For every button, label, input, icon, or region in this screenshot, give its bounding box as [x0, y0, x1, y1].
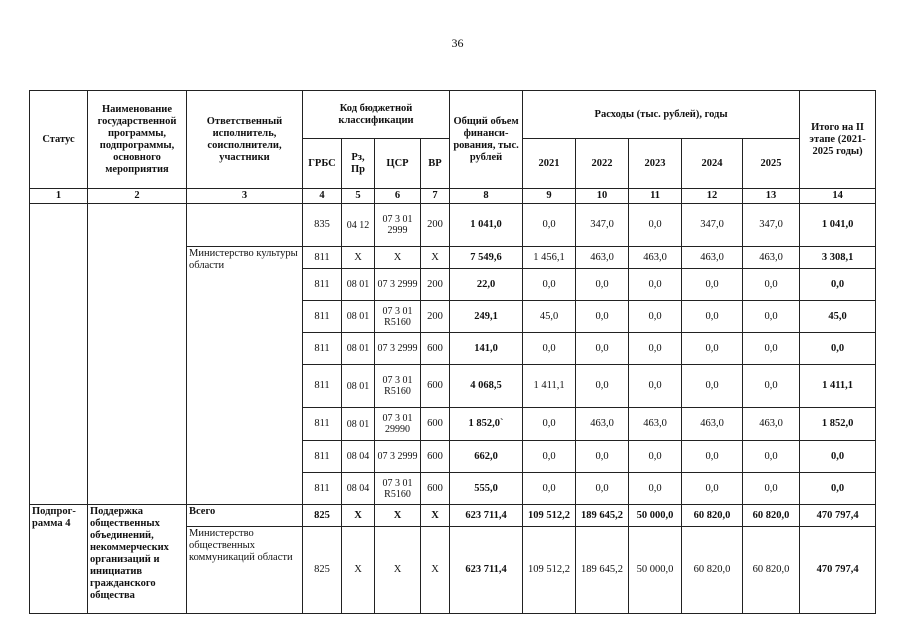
- year-cell: 347,0: [743, 204, 800, 247]
- year-cell: 463,0: [629, 247, 682, 269]
- sum-cell: 0,0: [800, 441, 876, 473]
- col-num: 14: [800, 189, 876, 204]
- rz-cell: 08 04: [342, 441, 375, 473]
- year-cell: 60 820,0: [743, 505, 800, 527]
- budget-table: [29, 90, 876, 614]
- rz-cell: 08 01: [342, 365, 375, 408]
- header-csr: ЦСР: [375, 139, 421, 189]
- csr-cell: 07 3 01 29990: [375, 408, 421, 441]
- col-num: 12: [682, 189, 743, 204]
- year-cell: 347,0: [576, 204, 629, 247]
- grbs-cell: 811: [303, 247, 342, 269]
- header-year-2024: 2024: [682, 139, 743, 189]
- year-cell: 109 512,2: [523, 527, 576, 614]
- grbs-cell: 811: [303, 473, 342, 505]
- year-cell: 0,0: [743, 333, 800, 365]
- sum-cell: 0,0: [800, 269, 876, 301]
- vr-cell: 600: [421, 441, 450, 473]
- year-cell: 0,0: [629, 301, 682, 333]
- grbs-cell: 825: [303, 527, 342, 614]
- total-cell: 22,0: [450, 269, 523, 301]
- year-cell: 0,0: [576, 301, 629, 333]
- year-cell: 0,0: [523, 473, 576, 505]
- subprogram-name: Поддержка общественных объединений, некоммерческих организаций и инициатив гражданского общества: [88, 505, 187, 614]
- year-cell: 0,0: [682, 301, 743, 333]
- sum-cell: 45,0: [800, 301, 876, 333]
- csr-cell: 07 3 01 R5160: [375, 365, 421, 408]
- year-cell: 0,0: [629, 204, 682, 247]
- name-cell-empty: [88, 204, 187, 505]
- col-num: 10: [576, 189, 629, 204]
- header-grbs: ГРБС: [303, 139, 342, 189]
- sum-cell: 1 041,0: [800, 204, 876, 247]
- year-cell: 0,0: [743, 473, 800, 505]
- year-cell: 0,0: [629, 441, 682, 473]
- grbs-cell: 811: [303, 333, 342, 365]
- year-cell: 0,0: [682, 269, 743, 301]
- rz-cell: 04 12: [342, 204, 375, 247]
- subprogram-total-row: [30, 505, 876, 527]
- ministry-culture-cell: Министерство культуры области: [187, 247, 303, 505]
- col-num: 13: [743, 189, 800, 204]
- year-cell: 1 411,1: [523, 365, 576, 408]
- rz-cell: 08 01: [342, 269, 375, 301]
- header-year-2021: 2021: [523, 139, 576, 189]
- header-vr: ВР: [421, 139, 450, 189]
- year-cell: 0,0: [743, 365, 800, 408]
- col-num: 6: [375, 189, 421, 204]
- header-year-2023: 2023: [629, 139, 682, 189]
- total-cell: 1 041,0: [450, 204, 523, 247]
- year-cell: 463,0: [682, 247, 743, 269]
- vr-cell: Х: [421, 505, 450, 527]
- year-cell: 0,0: [629, 365, 682, 408]
- header-total: Общий объем финанси- рования, тыс. рублей: [450, 91, 523, 189]
- year-cell: 0,0: [629, 473, 682, 505]
- year-cell: 463,0: [576, 247, 629, 269]
- sum-cell: 1 852,0: [800, 408, 876, 441]
- total-cell: 141,0: [450, 333, 523, 365]
- total-label: Всего: [187, 505, 303, 527]
- year-cell: 0,0: [743, 441, 800, 473]
- csr-cell: 07 3 01 R5160: [375, 473, 421, 505]
- year-cell: 50 000,0: [629, 527, 682, 614]
- vr-cell: 600: [421, 408, 450, 441]
- header-status: Статус: [30, 91, 88, 189]
- year-cell: 1 456,1: [523, 247, 576, 269]
- vr-cell: 200: [421, 301, 450, 333]
- vr-cell: 200: [421, 269, 450, 301]
- header-name: Наименование государственной программы, подпрограммы, основного мероприятия: [88, 91, 187, 189]
- responsible-cell-empty: [187, 204, 303, 247]
- csr-cell: 07 3 2999: [375, 333, 421, 365]
- year-cell: 60 820,0: [743, 527, 800, 614]
- col-num: 4: [303, 189, 342, 204]
- year-cell: 0,0: [629, 333, 682, 365]
- total-cell: 623 711,4: [450, 505, 523, 527]
- grbs-cell: 825: [303, 505, 342, 527]
- year-cell: 0,0: [629, 269, 682, 301]
- total-cell: 4 068,5: [450, 365, 523, 408]
- rz-cell: 08 01: [342, 301, 375, 333]
- col-num: 9: [523, 189, 576, 204]
- year-cell: 0,0: [523, 269, 576, 301]
- year-cell: 0,0: [576, 365, 629, 408]
- year-cell: 0,0: [523, 333, 576, 365]
- vr-cell: 200: [421, 204, 450, 247]
- year-cell: 347,0: [682, 204, 743, 247]
- csr-cell: Х: [375, 527, 421, 614]
- year-cell: 0,0: [523, 408, 576, 441]
- year-cell: 463,0: [629, 408, 682, 441]
- vr-cell: 600: [421, 365, 450, 408]
- header-year-2025: 2025: [743, 139, 800, 189]
- total-cell: 1 852,0`: [450, 408, 523, 441]
- vr-cell: 600: [421, 333, 450, 365]
- year-cell: 463,0: [576, 408, 629, 441]
- grbs-cell: 811: [303, 408, 342, 441]
- year-cell: 60 820,0: [682, 505, 743, 527]
- page-number: 36: [451, 36, 464, 50]
- year-cell: 0,0: [682, 365, 743, 408]
- year-cell: 50 000,0: [629, 505, 682, 527]
- header-budget-code: Код бюджетной классификации: [303, 91, 450, 139]
- header-responsible: Ответственный исполнитель, соисполнители, участники: [187, 91, 303, 189]
- year-cell: 463,0: [682, 408, 743, 441]
- ministry-communications-cell: Министерство общественных коммуникаций области: [187, 527, 303, 614]
- year-cell: 60 820,0: [682, 527, 743, 614]
- year-cell: 109 512,2: [523, 505, 576, 527]
- column-number-row: [30, 189, 876, 204]
- year-cell: 0,0: [682, 441, 743, 473]
- grbs-cell: 835: [303, 204, 342, 247]
- year-cell: 0,0: [523, 441, 576, 473]
- rz-cell: Х: [342, 527, 375, 614]
- csr-cell: 07 3 01 2999: [375, 204, 421, 247]
- rz-cell: 08 04: [342, 473, 375, 505]
- rz-cell: Х: [342, 505, 375, 527]
- total-cell: 623 711,4: [450, 527, 523, 614]
- header-rz-pr: Рз, Пр: [342, 139, 375, 189]
- year-cell: 0,0: [576, 269, 629, 301]
- csr-cell: Х: [375, 505, 421, 527]
- csr-cell: 07 3 2999: [375, 441, 421, 473]
- header-stage-total: Итого на II этапе (2021-2025 годы): [800, 91, 876, 189]
- total-cell: 555,0: [450, 473, 523, 505]
- year-cell: 189 645,2: [576, 527, 629, 614]
- sum-cell: 3 308,1: [800, 247, 876, 269]
- sum-cell: 470 797,4: [800, 505, 876, 527]
- sum-cell: 0,0: [800, 473, 876, 505]
- col-num: 8: [450, 189, 523, 204]
- rz-cell: 08 01: [342, 408, 375, 441]
- year-cell: 0,0: [743, 301, 800, 333]
- total-cell: 7 549,6: [450, 247, 523, 269]
- year-cell: 0,0: [576, 441, 629, 473]
- grbs-cell: 811: [303, 365, 342, 408]
- grbs-cell: 811: [303, 301, 342, 333]
- csr-cell: 07 3 2999: [375, 269, 421, 301]
- sum-cell: 470 797,4: [800, 527, 876, 614]
- year-cell: 0,0: [682, 333, 743, 365]
- rz-cell: Х: [342, 247, 375, 269]
- year-cell: 0,0: [682, 473, 743, 505]
- year-cell: 0,0: [576, 473, 629, 505]
- year-cell: 463,0: [743, 247, 800, 269]
- csr-cell: 07 3 01 R5160: [375, 301, 421, 333]
- year-cell: 45,0: [523, 301, 576, 333]
- year-cell: 463,0: [743, 408, 800, 441]
- col-num: 2: [88, 189, 187, 204]
- table-row: [30, 204, 876, 247]
- csr-cell: Х: [375, 247, 421, 269]
- grbs-cell: 811: [303, 441, 342, 473]
- vr-cell: Х: [421, 247, 450, 269]
- col-num: 5: [342, 189, 375, 204]
- col-num: 7: [421, 189, 450, 204]
- year-cell: 0,0: [743, 269, 800, 301]
- year-cell: 0,0: [576, 333, 629, 365]
- vr-cell: 600: [421, 473, 450, 505]
- grbs-cell: 811: [303, 269, 342, 301]
- subprogram-status: Подпрог- рамма 4: [30, 505, 88, 614]
- rz-cell: 08 01: [342, 333, 375, 365]
- status-cell-empty: [30, 204, 88, 505]
- vr-cell: Х: [421, 527, 450, 614]
- year-cell: 189 645,2: [576, 505, 629, 527]
- header-year-2022: 2022: [576, 139, 629, 189]
- col-num: 11: [629, 189, 682, 204]
- sum-cell: 1 411,1: [800, 365, 876, 408]
- sum-cell: 0,0: [800, 333, 876, 365]
- year-cell: 0,0: [523, 204, 576, 247]
- col-num: 1: [30, 189, 88, 204]
- total-cell: 249,1: [450, 301, 523, 333]
- col-num: 3: [187, 189, 303, 204]
- total-cell: 662,0: [450, 441, 523, 473]
- header-expenses: Расходы (тыс. рублей), годы: [523, 91, 800, 139]
